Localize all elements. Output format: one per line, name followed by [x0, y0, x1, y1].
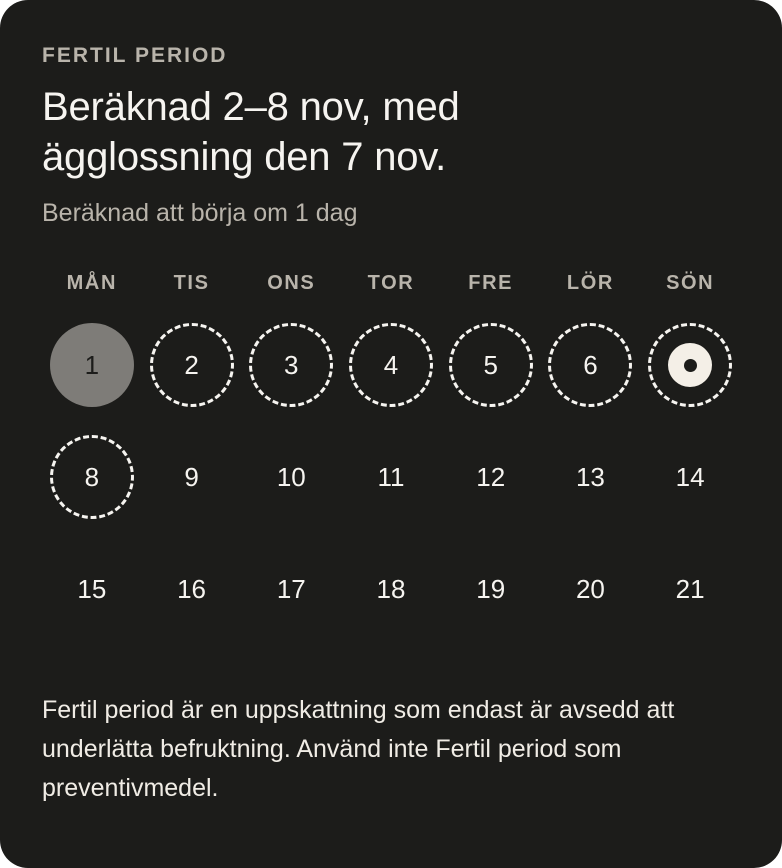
- calendar-day-cell[interactable]: [241, 429, 341, 525]
- calendar-day-number: 13: [575, 461, 605, 492]
- calendar-day-cell[interactable]: [341, 429, 441, 525]
- calendar-day[interactable]: [349, 547, 433, 631]
- calendar-day-number: 11: [377, 461, 405, 492]
- calendar-day-number: 4: [383, 349, 399, 380]
- calendar-day[interactable]: [449, 323, 533, 407]
- page-title: Beräknad 2–8 nov, med ägglossning den 7 nov.: [42, 85, 460, 179]
- calendar-day-number: 9: [184, 461, 199, 492]
- calendar-day-cell[interactable]: [42, 317, 142, 413]
- calendar-day-cell[interactable]: [441, 317, 541, 413]
- disclaimer-text: Fertil period är en uppskattning som endast är avsedd att underlätta befruktning. Använd inte Fertil period som preventivmedel.: [42, 696, 675, 802]
- calendar-day[interactable]: [349, 435, 433, 519]
- calendar-day[interactable]: [648, 547, 732, 631]
- calendar-day-ovulation[interactable]: [648, 323, 732, 407]
- calendar-day-number: 8: [84, 461, 100, 492]
- calendar-day-number: 20: [575, 573, 605, 604]
- calendar-day[interactable]: [150, 435, 234, 519]
- calendar-day[interactable]: [150, 547, 234, 631]
- calendar-day-cell[interactable]: [541, 541, 641, 637]
- calendar-day-cell[interactable]: [241, 317, 341, 413]
- calendar-day-number: 15: [77, 573, 107, 604]
- calendar-day-cell[interactable]: [42, 541, 142, 637]
- calendar-day[interactable]: [50, 435, 134, 519]
- calendar-day-number: 18: [376, 573, 406, 604]
- calendar-day-number: 16: [177, 573, 207, 604]
- weekday-label-wed: ONS: [267, 272, 316, 294]
- calendar-day[interactable]: [548, 435, 632, 519]
- calendar-day[interactable]: [50, 547, 134, 631]
- calendar-day-cell[interactable]: [42, 429, 142, 525]
- calendar-day-number: 3: [284, 349, 299, 380]
- calendar-day-cell[interactable]: [142, 317, 242, 413]
- weekday-label-sun: SÖN: [666, 272, 715, 294]
- calendar-day-cell[interactable]: [142, 429, 242, 525]
- calendar-week-row: [42, 317, 740, 413]
- calendar-day[interactable]: [249, 323, 333, 407]
- calendar-day-cell[interactable]: [241, 541, 341, 637]
- calendar-day-number: 2: [184, 349, 199, 380]
- calendar-day[interactable]: [150, 323, 234, 407]
- calendar-day[interactable]: [548, 323, 632, 407]
- calendar-day[interactable]: [249, 435, 333, 519]
- calendar-day-cell[interactable]: [541, 429, 641, 525]
- calendar-day[interactable]: [249, 547, 333, 631]
- calendar-day-cell[interactable]: [541, 317, 641, 413]
- card-eyebrow: FERTIL PERIOD: [42, 44, 228, 67]
- weekday-label-mon: MÅN: [66, 272, 118, 294]
- calendar-day-number: 14: [675, 461, 705, 492]
- calendar-day-number: 21: [675, 573, 705, 604]
- weekday-label-fri: FRE: [468, 272, 514, 294]
- weekday-label-thu: TOR: [367, 272, 415, 294]
- calendar-day[interactable]: [548, 547, 632, 631]
- calendar-day-cell[interactable]: [640, 429, 740, 525]
- calendar-day-cell[interactable]: [142, 541, 242, 637]
- calendar-day-number: 6: [583, 349, 598, 380]
- calendar-day[interactable]: [449, 435, 533, 519]
- ovulation-icon: [668, 343, 712, 387]
- weekday-label-sat: LÖR: [566, 272, 614, 294]
- calendar: [42, 272, 740, 637]
- calendar-weekday-header: [42, 272, 740, 295]
- calendar-week-row: [42, 429, 740, 525]
- calendar-day[interactable]: [648, 435, 732, 519]
- calendar-day-cell[interactable]: [341, 541, 441, 637]
- card-subtitle: Beräknad att börja om 1 dag: [42, 199, 358, 227]
- calendar-day[interactable]: [349, 323, 433, 407]
- calendar-day-number: 19: [476, 573, 506, 604]
- calendar-day-cell[interactable]: [441, 541, 541, 637]
- calendar-day[interactable]: [449, 547, 533, 631]
- calendar-day-number: 17: [276, 573, 306, 604]
- calendar-day-cell[interactable]: [640, 541, 740, 637]
- calendar-day-cell[interactable]: [441, 429, 541, 525]
- calendar-day-number: 10: [276, 461, 306, 492]
- calendar-day-number: 12: [476, 461, 506, 492]
- calendar-day[interactable]: [50, 323, 134, 407]
- calendar-week-row: [42, 541, 740, 637]
- calendar-day-cell[interactable]: [341, 317, 441, 413]
- calendar-day-cell[interactable]: [640, 317, 740, 413]
- weekday-label-tue: TIS: [173, 272, 210, 294]
- calendar-day-number: 5: [483, 349, 498, 380]
- calendar-day-number: 1: [84, 349, 100, 380]
